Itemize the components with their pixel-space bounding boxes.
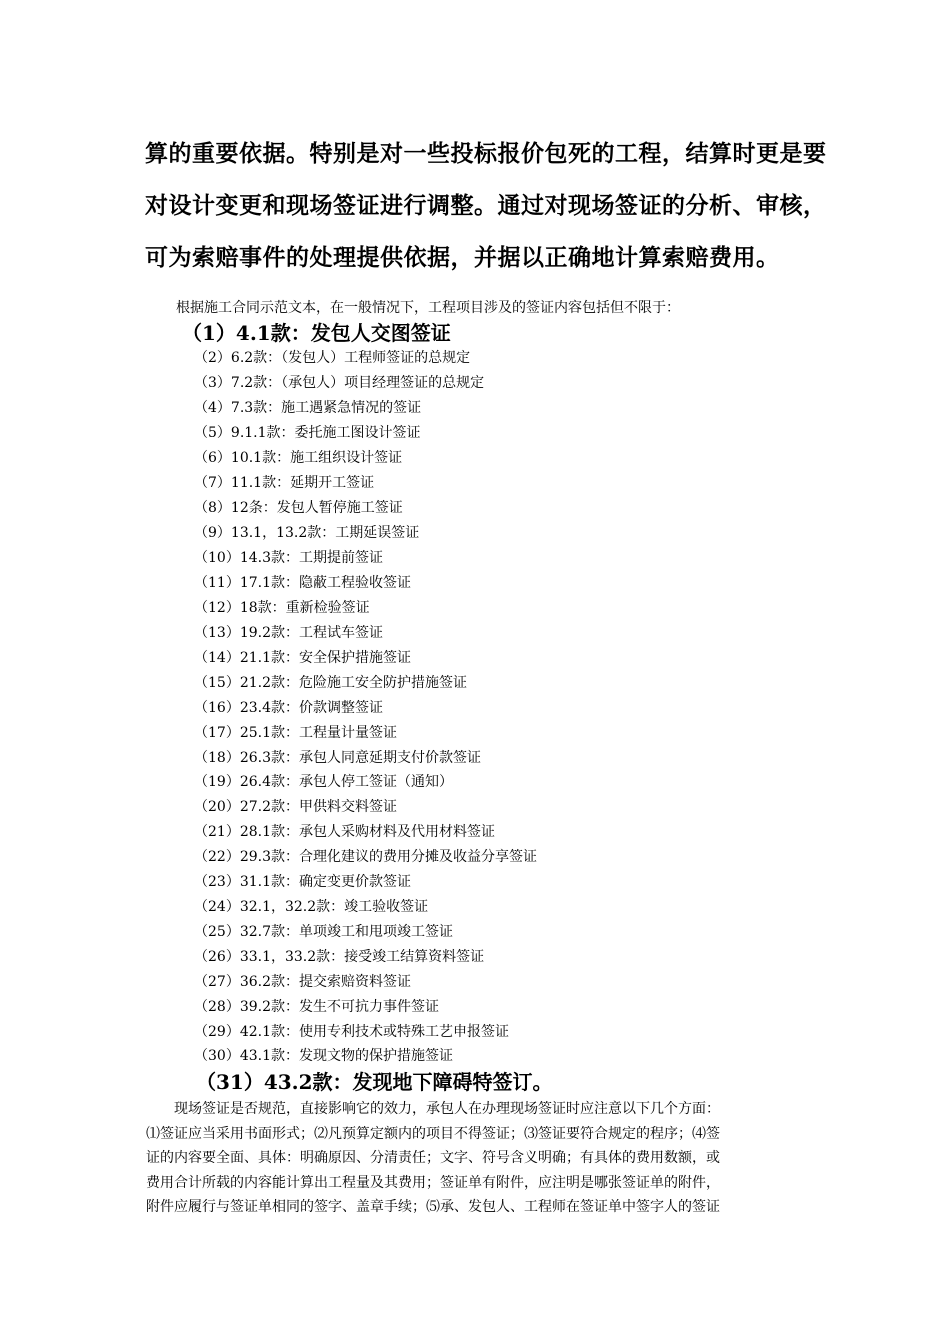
list-item: （6）10.1款：施工组织设计签证 — [194, 450, 403, 466]
list-item: （19）26.4款：承包人停工签证（通知） — [194, 774, 453, 790]
paragraph-line: 算的重要依据。特别是对一些投标报价包死的工程，结算时更是要 — [145, 140, 827, 167]
paragraph-line: 附件应履行与签证单相同的签字、盖章手续；⑸承、发包人、工程师在签证单中签字人的签证 — [146, 1199, 720, 1215]
paragraph-line: 费用合计所载的内容能计算出工程量及其费用；签证单有附件，应注明是哪张签证单的附件， — [146, 1174, 720, 1191]
list-item: （25）32.7款：单项竣工和甩项竣工签证 — [194, 924, 453, 940]
list-item: （18）26.3款：承包人同意延期支付价款签证 — [194, 750, 481, 766]
list-item: （9）13.1，13.2款：工期延误签证 — [194, 525, 420, 541]
list-item: （10）14.3款：工期提前签证 — [194, 550, 383, 566]
list-item: （3）7.2款：（承包人）项目经理签证的总规定 — [194, 375, 485, 391]
list-item: （11）17.1款：隐蔽工程验收签证 — [194, 575, 411, 591]
list-item: （13）19.2款：工程试车签证 — [194, 625, 383, 641]
list-item: （20）27.2款：甲供料交料签证 — [194, 799, 397, 815]
list-item: （23）31.1款：确定变更价款签证 — [194, 874, 411, 890]
paragraph-line: 证的内容要全面、具体：明确原因、分清责任；文字、符号含义明确；有具体的费用数额，或 — [146, 1150, 720, 1166]
list-intro: 根据施工合同示范文本，在一般情况下，工程项目涉及的签证内容包括但不限于： — [176, 300, 680, 316]
list-item: （7）11.1款：延期开工签证 — [194, 475, 375, 491]
paragraph-line: 现场签证是否规范，直接影响它的效力，承包人在办理现场签证时应注意以下几个方面： — [146, 1101, 720, 1117]
list-item: （30）43.1款：发现文物的保护措施签证 — [194, 1048, 453, 1064]
bottom-paragraph — [146, 1097, 806, 1220]
list-item: （24）32.1，32.2款：竣工验收签证 — [194, 899, 429, 915]
list-item: （12）18款：重新检验签证 — [194, 600, 370, 616]
list-item: （22）29.3款：合理化建议的费用分摊及收益分享签证 — [194, 849, 537, 865]
list-item: （27）36.2款：提交索赔资料签证 — [194, 974, 411, 990]
list-item: （29）42.1款：使用专利技术或特殊工艺申报签证 — [194, 1024, 509, 1040]
list-item: （4）7.3款：施工遇紧急情况的签证 — [194, 400, 422, 416]
list-item: （31）43.2款：发现地下障碍特签订。 — [196, 1070, 553, 1094]
list-item: （5）9.1.1款：委托施工图设计签证 — [194, 425, 421, 441]
paragraph-line: 可为索赔事件的处理提供依据，并据以正确地计算索赔费用。 — [145, 244, 780, 271]
paragraph-line: ⑴签证应当采用书面形式；⑵凡预算定额内的项目不得签证；⑶签证要符合规定的程序；⑷签 — [146, 1125, 720, 1142]
list-item: （21）28.1款：承包人采购材料及代用材料签证 — [194, 824, 495, 840]
list-item: （17）25.1款：工程量计量签证 — [194, 725, 397, 741]
list-item: （15）21.2款：危险施工安全防护措施签证 — [194, 675, 467, 691]
list-item: （26）33.1，33.2款：接受竣工结算资料签证 — [194, 949, 485, 965]
list-item: （8）12条：发包人暂停施工签证 — [194, 500, 403, 516]
list-item: （1）4.1款：发包人交图签证 — [182, 321, 451, 345]
list-item: （14）21.1款：安全保护措施签证 — [194, 650, 411, 666]
paragraph-line: 对设计变更和现场签证进行调整。通过对现场签证的分析、审核， — [145, 192, 827, 219]
list-item: （28）39.2款：发生不可抗力事件签证 — [194, 999, 439, 1015]
top-paragraph — [145, 128, 825, 284]
list-item: （2）6.2款：（发包人）工程师签证的总规定 — [194, 350, 471, 366]
list-item: （16）23.4款：价款调整签证 — [194, 700, 383, 716]
